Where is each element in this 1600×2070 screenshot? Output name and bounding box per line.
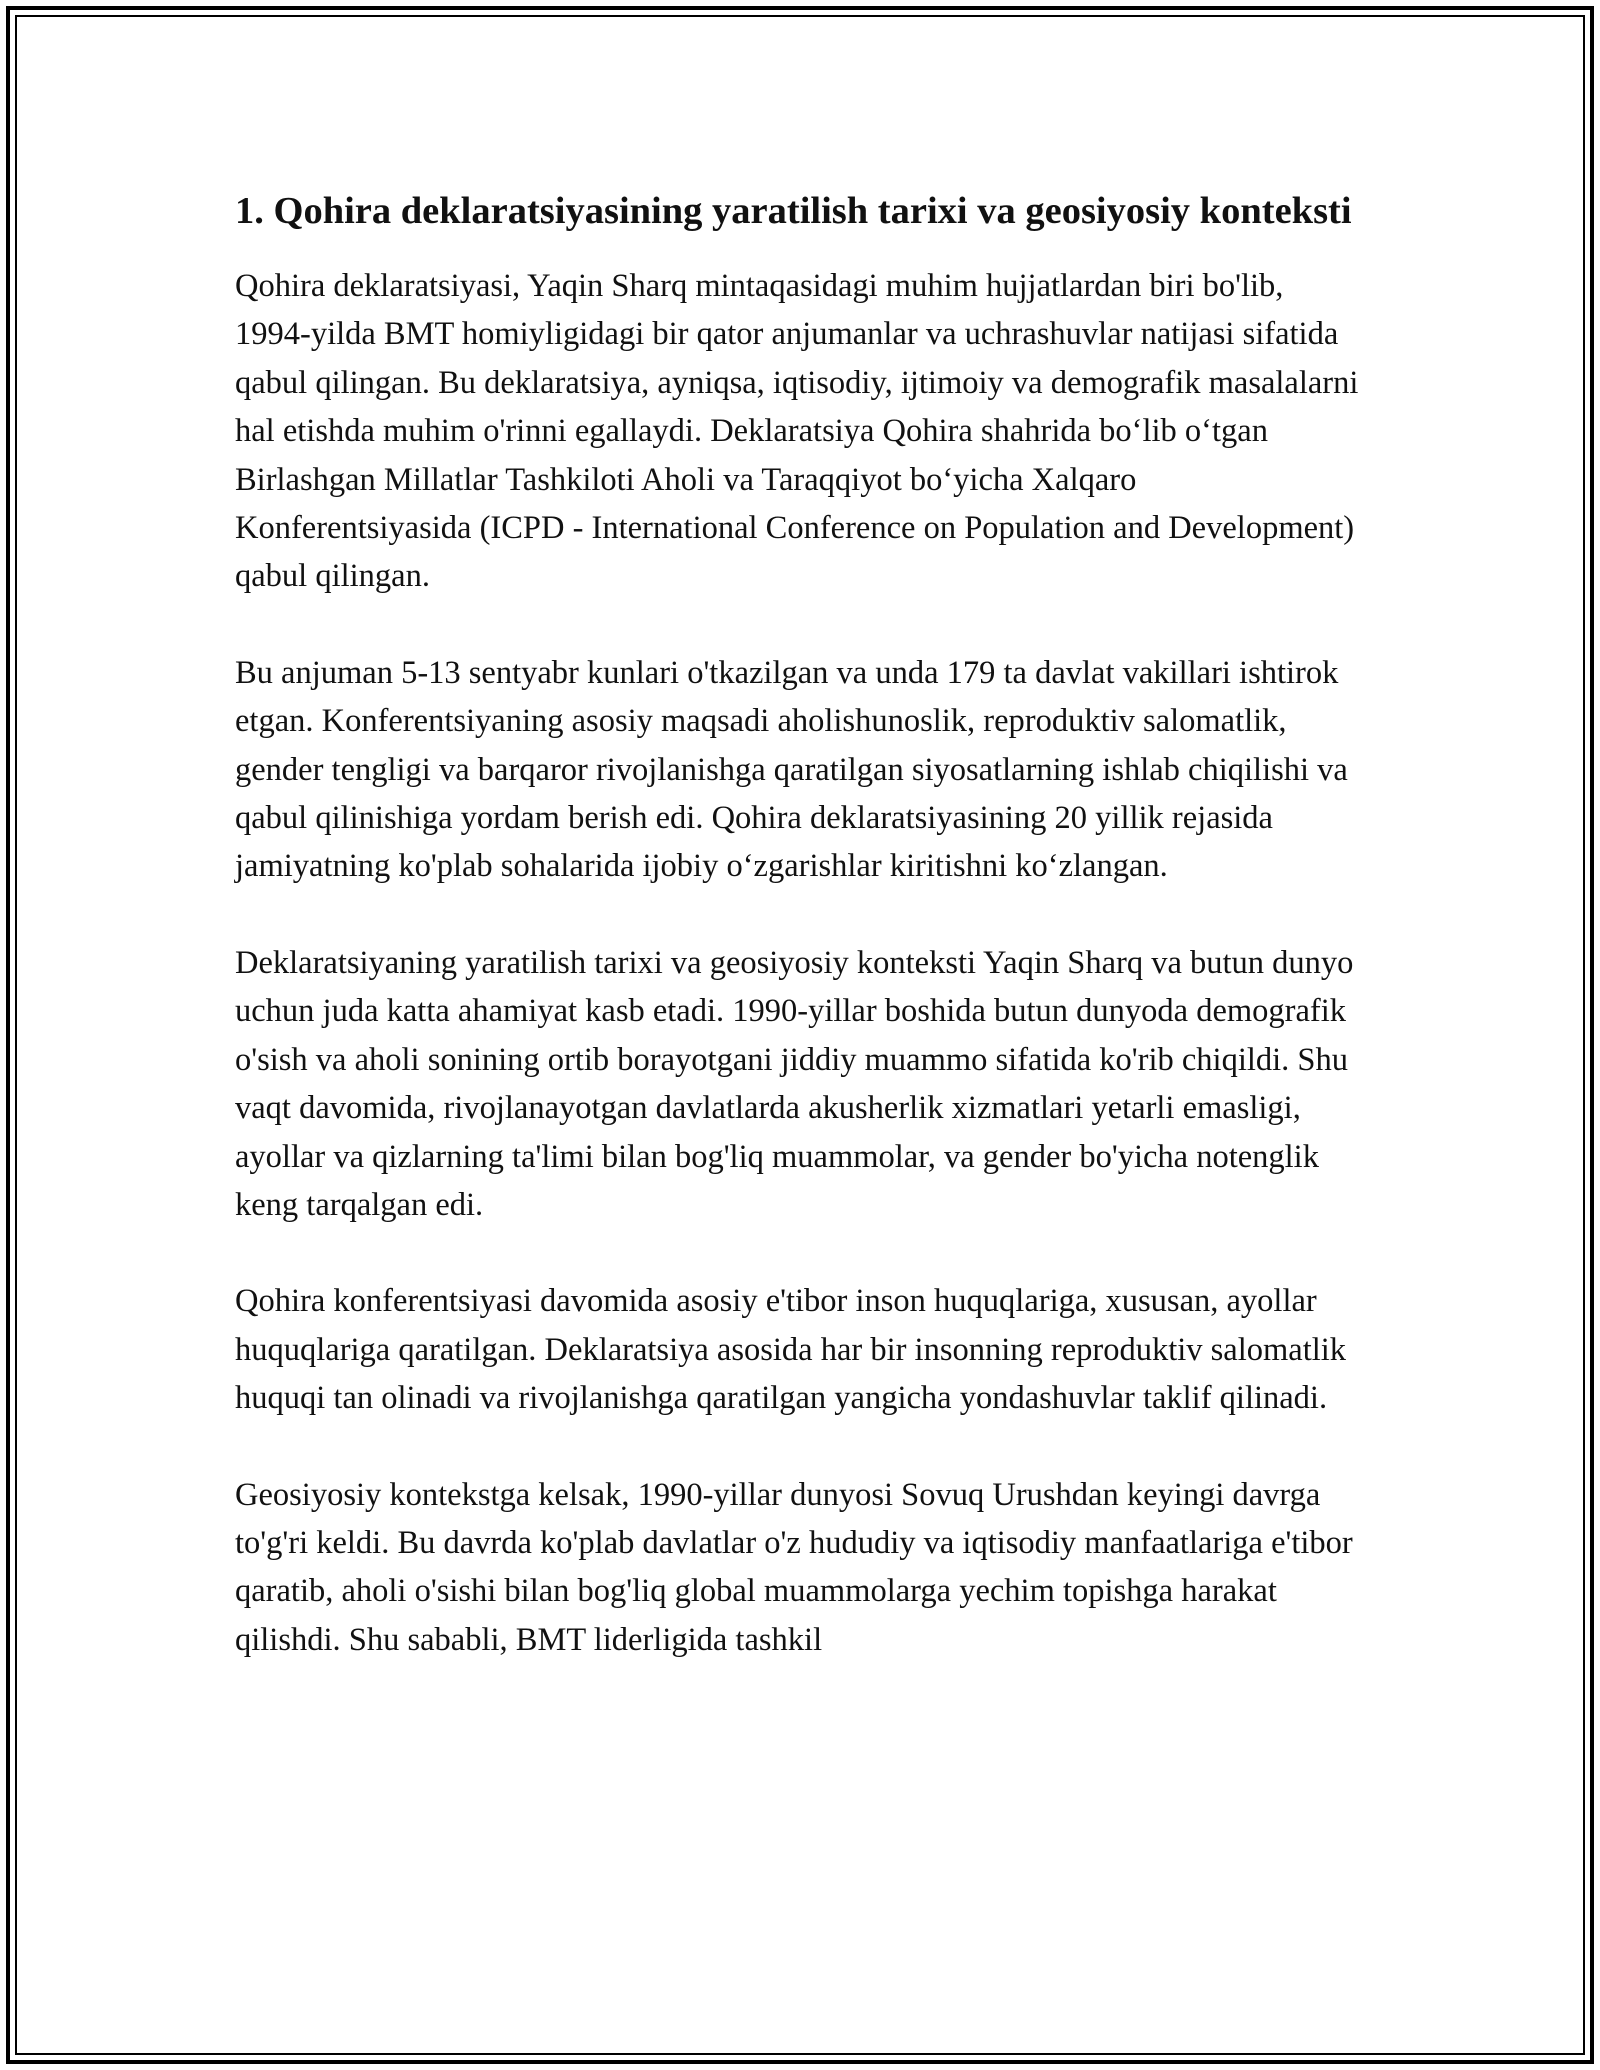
paragraph-4: Qohira konferentsiyasi davomida asosiy e'tibor inson huquqlariga, xususan, ayollar huquqlariga qaratilgan. Deklaratsiya asosida har bir insonning reproduktiv salomatlik huquqi tan olinadi va rivojlanishga qaratilgan yangicha yondashuvlar taklif qilinadi. [235,1283,1347,1417]
section-heading: 1. Qohira deklaratsiyasining yaratilish tarixi va geosiyosiy konteksti [235,190,1352,232]
paragraph-2: Bu anjuman 5-13 sentyabr kunlari o'tkazilgan va unda 179 ta davlat vakillari ishtirok etgan. Konferentsiyaning asosiy maqsadi aholishunoslik, reproduktiv salomatlik, gender tengligi va barqaror rivojlanishga qaratilgan siyosatlarning ishlab chiqilishi va qabul qilinishiga yordam berish edi. Qohira deklaratsiyasining 20 yillik rejasida jamiyatning ko'plab sohalarida ijobiy oʻzgarishlar kiritishni koʻzlangan. [235,654,1348,885]
paragraph-1: Qohira deklaratsiyasi, Yaqin Sharq mintaqasidagi muhim hujjatlardan biri bo'lib, 1994-yilda BMT homiyligidagi bir qator anjumanlar va uchrashuvlar natijasi sifatida qabul qilingan. Bu deklaratsiya, ayniqsa, iqtisodiy, ijtimoiy va demografik masalalarni hal etishda muhim o'rinni egallaydi. Deklaratsiya Qohira shahrida boʻlib oʻtgan Birlashgan Millatlar Tashkiloti Aholi va Taraqqiyot boʻyicha Xalqaro Konferentsiyasida (ICPD - International Conference on Population and Development) qabul qilingan. [235,268,1359,595]
document-body [235,186,1365,1712]
paragraph-5: Geosiyosiy kontekstga kelsak, 1990-yillar dunyosi Sovuq Urushdan keyingi davrga to'g'ri keldi. Bu davrda ko'plab davlatlar o'z hududiy va iqtisodiy manfaatlariga e'tibor qaratib, aholi o'sishi bilan bog'liq global muammolarga yechim topishga harakat qilishdi. Shu sababli, BMT liderligida tashkil [235,1476,1353,1658]
paragraph-3: Deklaratsiyaning yaratilish tarixi va geosiyosiy konteksti Yaqin Sharq va butun dunyo uchun juda katta ahamiyat kasb etadi. 1990-yillar boshida butun dunyoda demografik o'sish va aholi sonining ortib borayotgani jiddiy muammo sifatida ko'rib chiqildi. Shu vaqt davomida, rivojlanayotgan davlatlarda akusherlik xizmatlari yetarli emasligi, ayollar va qizlarning ta'limi bilan bog'liq muammolar, va gender bo'yicha notenglik keng tarqalgan edi. [235,944,1354,1223]
